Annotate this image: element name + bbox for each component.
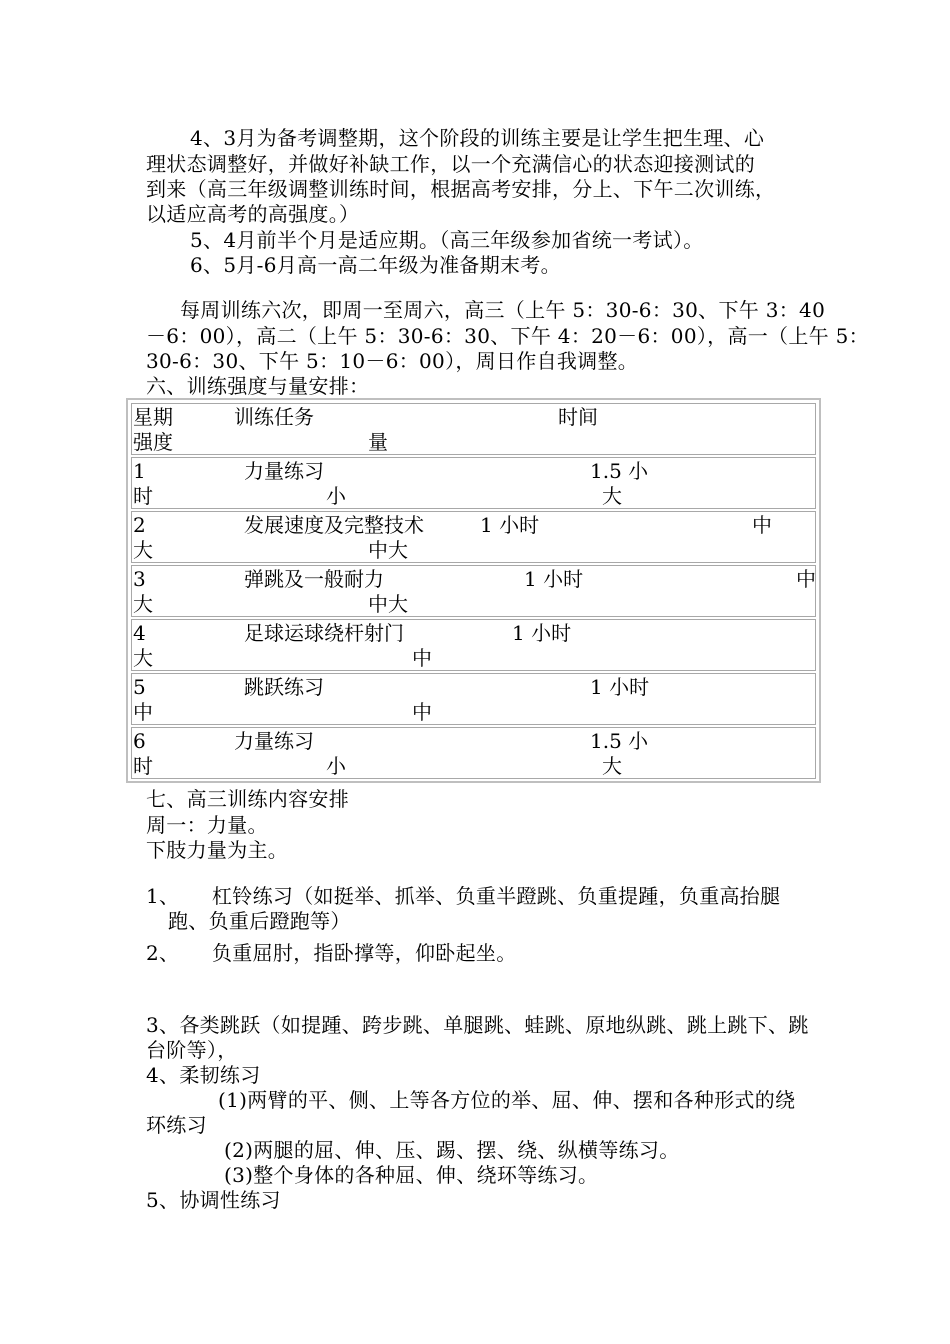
item-5-title: 5、协调性练习 [146,1188,281,1212]
row-task: 跳跃练习 [244,675,324,699]
row-task: 力量练习 [234,729,314,753]
row-day: 6 [133,729,146,753]
row-intensity-cont: 大 [133,538,153,562]
header-time: 时间 [558,405,598,429]
row-time: 1 小时 [590,675,650,699]
paragraph-5: 5、4月前半个月是适应期。（高三年级参加省统一考试）。 [190,228,704,252]
row-intensity: 中 [796,567,816,591]
item-4-3: (3)整个身体的各种屈、伸、绕环等练习。 [224,1163,599,1187]
row-intensity: 中 [133,700,153,724]
table-row [131,727,816,779]
row-volume: 大 [602,754,622,778]
row-time: 1.5 小 [590,729,649,753]
item-4-1-line-2: 环练习 [146,1113,207,1137]
row-intensity-cont: 大 [133,592,153,616]
section-6-title: 六、训练强度与量安排： [146,374,370,398]
row-task: 弹跳及一般耐力 [244,567,384,591]
row-intensity: 小 [326,754,346,778]
row-time: 1 小时 [480,513,540,537]
weekly-schedule-line-2: －6：00），高二（上午 5：30-6：30、下午 4：20－6：00），高一（上午 5： [146,324,869,348]
header-intensity: 强度 [133,430,173,454]
table-row [131,619,816,671]
row-intensity: 中 [752,513,772,537]
row-day: 5 [133,675,146,699]
item-4-1-line-1: (1)两臂的平、侧、上等各方位的举、屈、伸、摆和各种形式的绕 [218,1088,796,1112]
row-time-cont: 时 [133,484,153,508]
paragraph-4-line-1: 4、3月为备考调整期，这个阶段的训练主要是让学生把生理、心 [190,126,765,150]
monday-label: 周一：力量。 [146,813,268,837]
item-3-line-1: 3、各类跳跃（如提踵、跨步跳、单腿跳、蛙跳、原地纵跳、跳上跳下、跳 [146,1013,809,1037]
item-2-number: 2、 [146,941,180,965]
row-day: 1 [133,459,146,483]
item-1-number: 1、 [146,884,180,908]
paragraph-4-line-2: 理状态调整好，并做好补缺工作，以一个充满信心的状态迎接测试的 [146,152,755,176]
lower-body-focus: 下肢力量为主。 [146,838,289,862]
section-7-title: 七、高三训练内容安排 [146,787,349,811]
weekly-schedule-line-3: 30-6：30、下午 5：10－6：00），周日作自我调整。 [146,349,639,373]
row-volume: 中 [412,700,432,724]
training-table [126,398,821,783]
row-time-cont: 时 [133,754,153,778]
table-row [131,673,816,725]
paragraph-4-line-4: 以适应高考的高强度。） [146,202,360,226]
item-1-line-2: 跑、负重后蹬跑等） [168,909,351,933]
row-time: 1 小时 [512,621,572,645]
row-task: 发展速度及完整技术 [244,513,424,537]
table-row [131,565,816,617]
row-day: 4 [133,621,146,645]
row-day: 3 [133,567,146,591]
item-4-title: 4、柔韧练习 [146,1063,261,1087]
item-3-line-2: 台阶等）， [146,1038,238,1062]
weekly-schedule-line-1: 每周训练六次，即周一至周六，高三（上午 5：30-6：30、下午 3：40 [180,298,826,322]
table-row [131,457,816,509]
row-volume: 中大 [368,538,408,562]
table-row [131,511,816,563]
row-volume: 中 [412,646,432,670]
row-volume: 大 [602,484,622,508]
header-volume: 量 [368,430,388,454]
table-header-row [131,403,816,455]
row-time: 1 小时 [524,567,584,591]
item-1-line-1: 杠铃练习（如挺举、抓举、负重半蹬跳、负重提踵，负重高抬腿 [212,884,781,908]
header-task: 训练任务 [234,405,314,429]
row-time: 1.5 小 [590,459,649,483]
row-volume: 中大 [368,592,408,616]
row-day: 2 [133,513,146,537]
item-2-text: 负重屈肘，指卧撑等，仰卧起坐。 [212,941,517,965]
paragraph-6: 6、5月-6月高一高二年级为准备期末考。 [190,253,561,277]
row-task: 足球运球绕杆射门 [244,621,404,645]
row-intensity: 大 [133,646,153,670]
row-intensity: 小 [326,484,346,508]
item-4-2: (2)两腿的屈、伸、压、踢、摆、绕、纵横等练习。 [224,1138,680,1162]
header-day: 星期 [133,405,173,429]
row-task: 力量练习 [244,459,324,483]
paragraph-4-line-3: 到来（高三年级调整训练时间，根据高考安排，分上、下午二次训练， [146,177,776,201]
